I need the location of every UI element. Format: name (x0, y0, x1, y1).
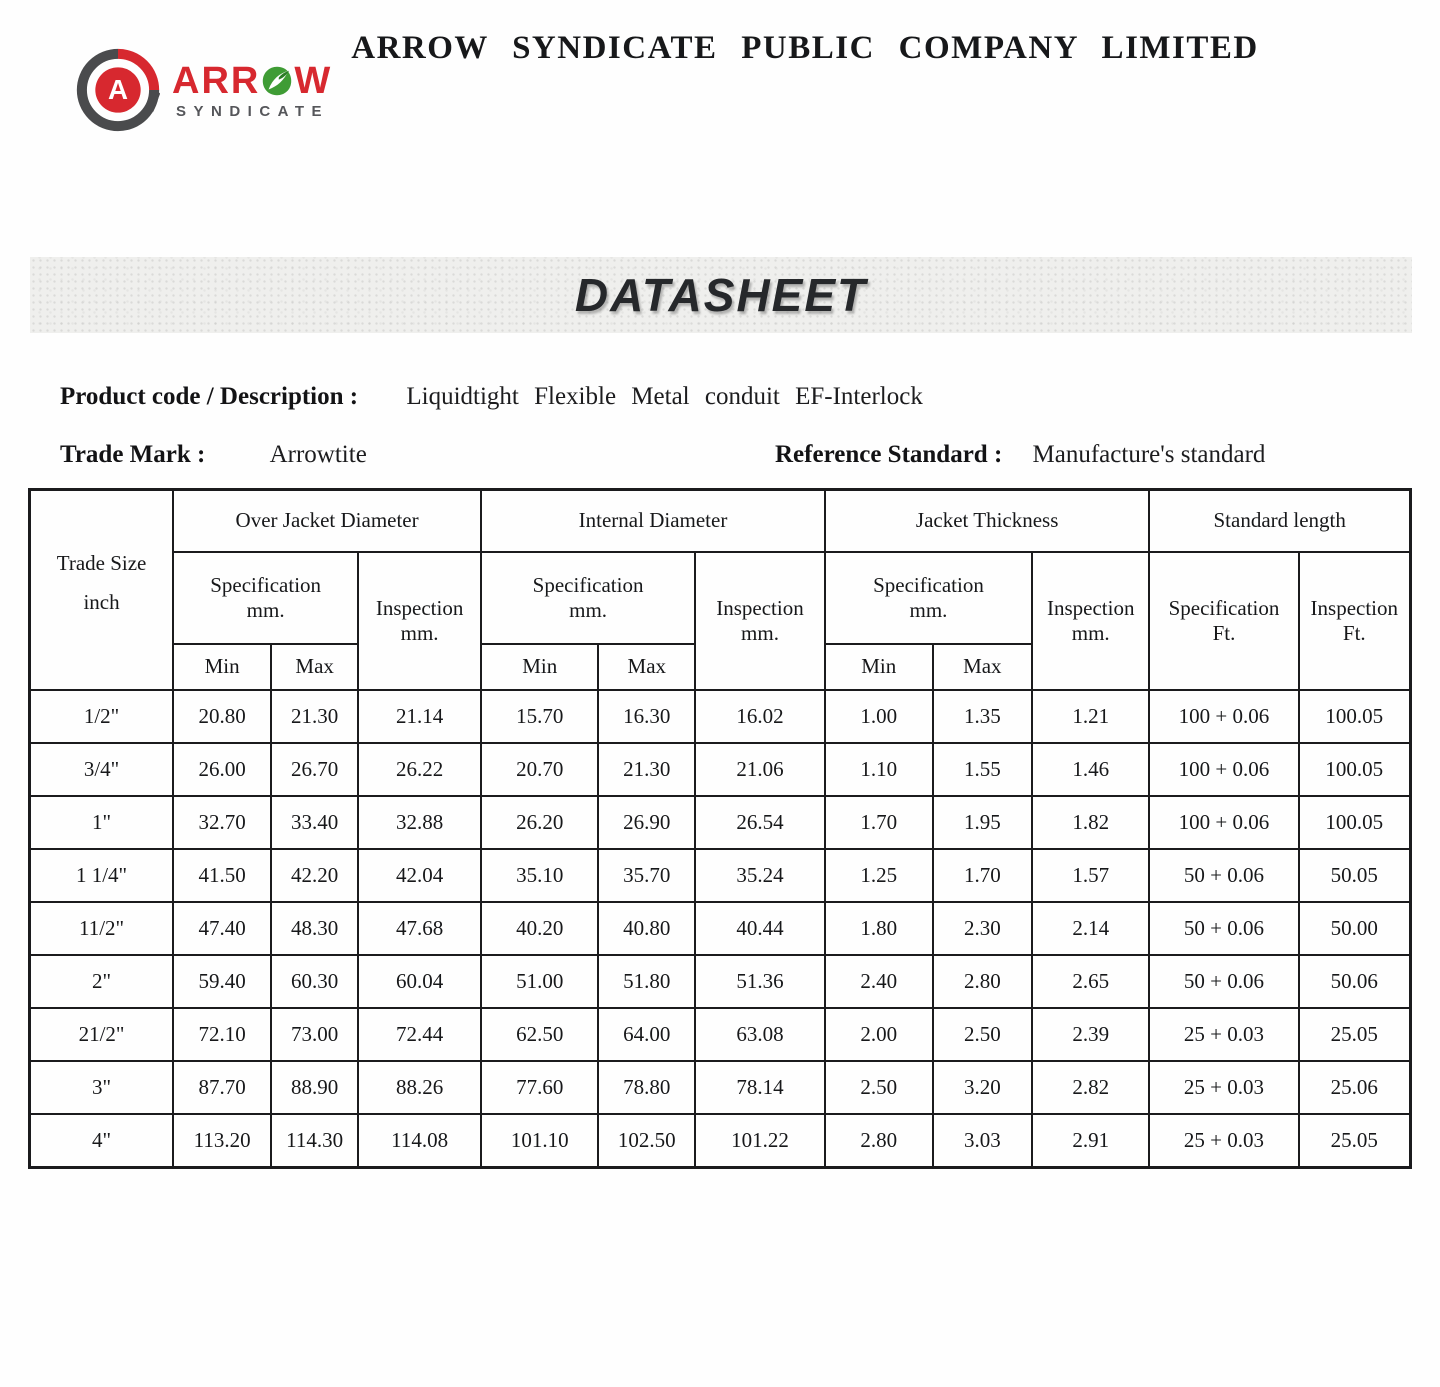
product-field (60, 383, 923, 411)
table-cell: 72.10 (173, 1008, 271, 1061)
table-cell: 3.03 (933, 1114, 1032, 1168)
table-cell: 2.91 (1032, 1114, 1149, 1168)
inspection-label: Inspection (1310, 595, 1399, 620)
table-cell: 50 + 0.06 (1149, 955, 1298, 1008)
table-cell: 59.40 (173, 955, 271, 1008)
header-id-specification (481, 552, 695, 644)
trade-size-title: Trade Size (56, 551, 147, 576)
table-cell: 26.54 (695, 796, 825, 849)
table-cell: 114.08 (358, 1114, 481, 1168)
table-cell-trade-size: 2" (30, 955, 174, 1008)
product-label: Product code / Description : (60, 383, 359, 410)
table-cell: 25 + 0.03 (1149, 1114, 1298, 1168)
table-row (30, 955, 1411, 1008)
unit-ft-label: Ft. (1342, 620, 1366, 645)
header-max: Max (271, 644, 358, 690)
table-cell: 60.04 (358, 955, 481, 1008)
company-title: ARROW SYNDICATE PUBLIC COMPANY LIMITED (351, 30, 1259, 66)
table-cell: 26.22 (358, 743, 481, 796)
table-cell: 100 + 0.06 (1149, 690, 1298, 743)
table-cell: 1.95 (933, 796, 1032, 849)
datasheet-table (28, 488, 1412, 1169)
table-cell: 50 + 0.06 (1149, 902, 1298, 955)
table-cell: 50.00 (1299, 902, 1411, 955)
table-cell: 25.05 (1299, 1114, 1411, 1168)
specification-label: Specification (873, 572, 984, 597)
table-cell: 2.14 (1032, 902, 1149, 955)
table-cell-trade-size: 1" (30, 796, 174, 849)
logo-wordmark (172, 59, 333, 120)
table-cell: 50.06 (1299, 955, 1411, 1008)
table-cell-trade-size: 4" (30, 1114, 174, 1168)
table-cell: 21.30 (598, 743, 695, 796)
header-group-standard-length: Standard length (1149, 490, 1410, 552)
leaf-o-icon (261, 65, 293, 97)
svg-text:A: A (107, 74, 129, 106)
unit-mm-label: mm. (400, 620, 439, 645)
table-cell: 32.88 (358, 796, 481, 849)
table-row (30, 902, 1411, 955)
header-group-over-jacket-diameter: Over Jacket Diameter (173, 490, 481, 552)
header-ojd-specification (173, 552, 358, 644)
table-cell: 16.02 (695, 690, 825, 743)
table-cell: 87.70 (173, 1061, 271, 1114)
table-cell: 102.50 (598, 1114, 695, 1168)
table-cell: 2.50 (933, 1008, 1032, 1061)
reference-label: Reference Standard : (775, 441, 1003, 468)
meta-row (60, 441, 1400, 469)
table-cell: 2.40 (825, 955, 933, 1008)
trademark-field (60, 441, 367, 468)
table-cell: 51.80 (598, 955, 695, 1008)
table-cell-trade-size: 3/4" (30, 743, 174, 796)
brand-arrow (172, 59, 333, 102)
table-cell: 64.00 (598, 1008, 695, 1061)
inspection-label: Inspection (716, 595, 804, 620)
table-cell: 21.14 (358, 690, 481, 743)
table-cell: 1.57 (1032, 849, 1149, 902)
header-trade-size (30, 490, 174, 690)
table-cell: 25.06 (1299, 1061, 1411, 1114)
table-cell: 35.24 (695, 849, 825, 902)
datasheet-banner (30, 257, 1412, 333)
brand-arrow-prefix: ARR (172, 59, 261, 102)
table-cell: 1.35 (933, 690, 1032, 743)
table-cell: 3.20 (933, 1061, 1032, 1114)
table-cell: 1.80 (825, 902, 933, 955)
table-cell: 51.00 (481, 955, 598, 1008)
table-cell: 2.65 (1032, 955, 1149, 1008)
table-cell: 88.26 (358, 1061, 481, 1114)
table-cell: 1.55 (933, 743, 1032, 796)
table-cell: 2.80 (933, 955, 1032, 1008)
table-cell: 100.05 (1299, 690, 1411, 743)
table-cell: 32.70 (173, 796, 271, 849)
table-cell: 78.14 (695, 1061, 825, 1114)
table-cell: 100.05 (1299, 796, 1411, 849)
header-sl-inspection (1299, 552, 1411, 690)
table-cell-trade-size: 11/2" (30, 902, 174, 955)
header-min: Min (481, 644, 598, 690)
header-max: Max (933, 644, 1032, 690)
table-cell: 60.30 (271, 955, 358, 1008)
table-cell: 40.20 (481, 902, 598, 955)
header-jt-specification (825, 552, 1032, 644)
table-cell: 50 + 0.06 (1149, 849, 1298, 902)
table-cell: 72.44 (358, 1008, 481, 1061)
table-cell: 113.20 (173, 1114, 271, 1168)
table-cell: 25 + 0.03 (1149, 1061, 1298, 1114)
reference-field (775, 441, 1265, 469)
table-cell: 26.70 (271, 743, 358, 796)
table-cell: 42.04 (358, 849, 481, 902)
product-value: Liquidtight Flexible Metal conduit EF-Interlock (406, 383, 923, 410)
table-cell: 88.90 (271, 1061, 358, 1114)
table-cell: 20.80 (173, 690, 271, 743)
table-cell: 101.10 (481, 1114, 598, 1168)
specification-label: Specification (210, 572, 322, 597)
header-group-internal-diameter: Internal Diameter (481, 490, 825, 552)
table-cell: 101.22 (695, 1114, 825, 1168)
table-cell: 41.50 (173, 849, 271, 902)
table-cell: 33.40 (271, 796, 358, 849)
unit-mm-label: mm. (741, 620, 779, 645)
table-cell: 26.20 (481, 796, 598, 849)
table-row (30, 1061, 1411, 1114)
table-cell-trade-size: 21/2" (30, 1008, 174, 1061)
table-row (30, 1008, 1411, 1061)
table-cell: 1.21 (1032, 690, 1149, 743)
table-row (30, 743, 1411, 796)
table-cell: 1.10 (825, 743, 933, 796)
table-row (30, 690, 1411, 743)
table-cell: 16.30 (598, 690, 695, 743)
table-cell: 1.00 (825, 690, 933, 743)
table-cell: 62.50 (481, 1008, 598, 1061)
table-row (30, 796, 1411, 849)
table-cell: 35.10 (481, 849, 598, 902)
table-cell: 20.70 (481, 743, 598, 796)
table-cell: 1.46 (1032, 743, 1149, 796)
header-sl-specification (1149, 552, 1298, 690)
table-cell: 35.70 (598, 849, 695, 902)
table-cell: 2.80 (825, 1114, 933, 1168)
brand-syndicate: SYNDICATE (176, 102, 330, 120)
table-cell: 51.36 (695, 955, 825, 1008)
table-cell: 1.70 (933, 849, 1032, 902)
table-cell: 100.05 (1299, 743, 1411, 796)
table-cell: 114.30 (271, 1114, 358, 1168)
table-cell: 77.60 (481, 1061, 598, 1114)
specification-label: Specification (1168, 595, 1280, 620)
table-cell: 47.40 (173, 902, 271, 955)
table-cell: 21.06 (695, 743, 825, 796)
table-cell-trade-size: 1 1/4" (30, 849, 174, 902)
table-cell: 100 + 0.06 (1149, 743, 1298, 796)
unit-ft-label: Ft. (1212, 620, 1236, 645)
table-cell: 21.30 (271, 690, 358, 743)
table-cell: 63.08 (695, 1008, 825, 1061)
table-row (30, 849, 1411, 902)
unit-mm-label: mm. (569, 597, 608, 622)
specification-label: Specification (532, 572, 644, 597)
inspection-label: Inspection (375, 595, 464, 620)
table-cell: 1.25 (825, 849, 933, 902)
table-cell: 47.68 (358, 902, 481, 955)
unit-mm-label: mm. (1071, 620, 1110, 645)
inspection-label: Inspection (1046, 595, 1135, 620)
unit-mm-label: mm. (909, 597, 948, 622)
table-cell: 100 + 0.06 (1149, 796, 1298, 849)
table-cell: 2.39 (1032, 1008, 1149, 1061)
table-cell: 42.20 (271, 849, 358, 902)
header-id-inspection (695, 552, 825, 690)
table-cell: 25 + 0.03 (1149, 1008, 1298, 1061)
table-cell: 25.05 (1299, 1008, 1411, 1061)
table-cell-trade-size: 3" (30, 1061, 174, 1114)
table-cell: 40.44 (695, 902, 825, 955)
header-ojd-inspection (358, 552, 481, 690)
table-cell: 1.82 (1032, 796, 1149, 849)
banner-title: DATASHEET (574, 269, 868, 321)
header-max: Max (598, 644, 695, 690)
unit-mm-label: mm. (246, 597, 285, 622)
header-min: Min (825, 644, 933, 690)
header-group-jacket-thickness: Jacket Thickness (825, 490, 1150, 552)
table-cell: 50.05 (1299, 849, 1411, 902)
table-cell: 48.30 (271, 902, 358, 955)
table-cell: 26.90 (598, 796, 695, 849)
table-cell: 1.70 (825, 796, 933, 849)
reference-value: Manufacture's standard (1032, 441, 1266, 468)
table-row (30, 1114, 1411, 1168)
table-cell: 40.80 (598, 902, 695, 955)
table-cell: 2.82 (1032, 1061, 1149, 1114)
table-cell: 2.30 (933, 902, 1032, 955)
header-jt-inspection (1032, 552, 1149, 690)
brand-arrow-suffix: W (294, 59, 333, 102)
table-cell: 73.00 (271, 1008, 358, 1061)
table-cell: 2.00 (825, 1008, 933, 1061)
table-cell: 15.70 (481, 690, 598, 743)
trade-size-unit: inch (83, 589, 120, 614)
table-cell-trade-size: 1/2" (30, 690, 174, 743)
table-body (30, 690, 1411, 1168)
table-cell: 26.00 (173, 743, 271, 796)
trademark-value: Arrowtite (269, 441, 367, 468)
header-min: Min (173, 644, 271, 690)
table-cell: 78.80 (598, 1061, 695, 1114)
trademark-label: Trade Mark : (60, 441, 206, 468)
table-cell: 2.50 (825, 1061, 933, 1114)
